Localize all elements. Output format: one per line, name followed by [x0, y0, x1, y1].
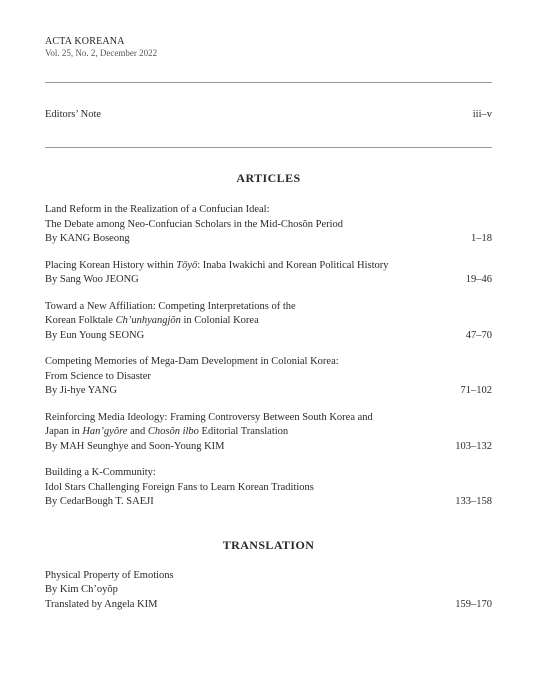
- article-entry[interactable]: [45, 259, 492, 288]
- translation-pages: 159–170: [455, 598, 492, 610]
- article-title-part: Japan in: [45, 426, 83, 437]
- article-byline: By KANG Boseong: [45, 233, 130, 244]
- article-pages: 71–102: [460, 385, 492, 396]
- translation-author: By Kim Ch’oyŏp: [45, 584, 118, 595]
- article-title-part: in Colonial Korea: [180, 315, 259, 326]
- divider-middle: [45, 147, 492, 148]
- article-title-part: and: [127, 426, 148, 437]
- article-pages: 103–132: [455, 440, 492, 452]
- article-title-line: Toward a New Affiliation: Competing Interpretations of the: [45, 300, 296, 312]
- issue-info: Vol. 25, No. 2, December 2022: [45, 48, 158, 58]
- article-byline: By CedarBough T. SAEJI: [45, 496, 154, 507]
- article-title-part: Korean Folktale: [45, 315, 116, 326]
- article-byline: By Sang Woo JEONG: [45, 274, 139, 285]
- editors-note-title: Editors’ Note: [45, 109, 102, 120]
- article-entry[interactable]: [45, 355, 492, 399]
- translation-entry[interactable]: [45, 569, 492, 613]
- article-title-line: Reinforcing Media Ideology: Framing Controversy Between South Korea and: [45, 411, 373, 423]
- article-title: [45, 259, 492, 274]
- article-entry[interactable]: [45, 203, 492, 247]
- table-of-contents: [45, 36, 492, 612]
- article-pages: 47–70: [465, 329, 492, 341]
- article-title-line: The Debate among Neo-Confucian Scholars in the Mid-Chosŏn Period: [45, 218, 344, 230]
- article-pages: 19–46: [465, 274, 492, 285]
- article-title-part: Placing Korean History within: [45, 259, 177, 271]
- article-entry[interactable]: [45, 411, 492, 455]
- article-byline: By Eun Young SEONG: [45, 329, 145, 341]
- editors-note-pages: iii–v: [472, 109, 492, 120]
- article-entry[interactable]: [45, 300, 492, 344]
- article-title-italic: Tōyō: [176, 259, 198, 271]
- journal-title: ACTA KOREANA: [45, 36, 125, 47]
- translation-heading: TRANSLATION: [222, 537, 315, 552]
- article-byline: By MAH Seunghye and Soon-Young KIM: [45, 440, 225, 452]
- article-title-part: : Inaba Iwakichi and Korean Political History: [197, 259, 389, 271]
- article-pages: 1–18: [471, 233, 492, 244]
- article-title-line: From Science to Disaster: [45, 370, 151, 382]
- translation-title: Physical Property of Emotions: [45, 569, 174, 581]
- editors-note-entry[interactable]: [45, 108, 492, 122]
- article-title-line: Competing Memories of Mega-Dam Development in Colonial Korea:: [45, 356, 339, 367]
- article-title-line: Idol Stars Challenging Foreign Fans to Learn Korean Traditions: [45, 481, 314, 493]
- article-pages: 133–158: [455, 496, 492, 507]
- article-title-italic: Han’gyŏre: [82, 426, 128, 437]
- article-title-line: [45, 314, 492, 329]
- divider-top: [45, 82, 492, 83]
- article-title-part: Editorial Translation: [198, 426, 289, 437]
- article-title-line: Building a K-Community:: [45, 467, 156, 478]
- articles-heading: ARTICLES: [236, 171, 301, 185]
- article-title-line: [45, 425, 492, 440]
- translation-translator: Translated by Angela KIM: [45, 598, 158, 610]
- article-title-italic: Ch’unhyangjŏn: [115, 315, 181, 326]
- article-title-line: Land Reform in the Realization of a Confucian Ideal:: [45, 204, 270, 215]
- article-entry[interactable]: [45, 466, 492, 510]
- article-byline: By Ji-hye YANG: [45, 385, 117, 396]
- article-title-italic: Chosŏn ilbo: [147, 426, 199, 437]
